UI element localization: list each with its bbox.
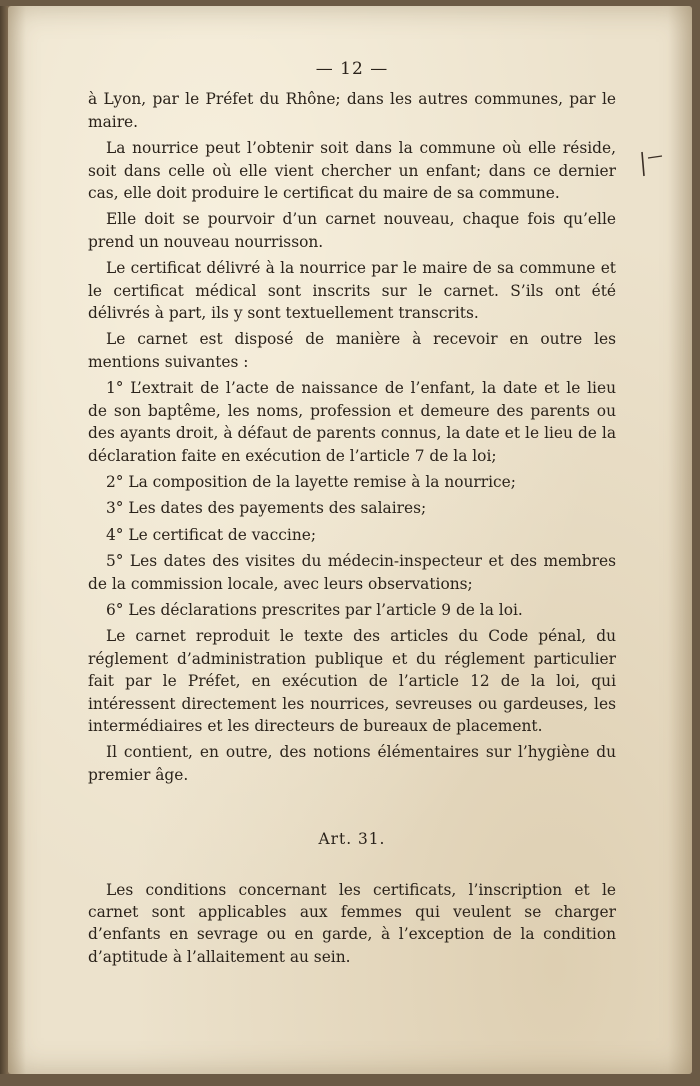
list-item: 4° Le certificat de vaccine; (106, 525, 317, 544)
list-item: 2° La composition de la layette remise à la nourrice; (106, 472, 516, 491)
paragraph: Il contient, en outre, des notions élémentaires sur l’hygiène du premier âge. (88, 743, 616, 784)
article-heading: Art. 31. (318, 830, 386, 849)
page-text (88, 58, 616, 972)
paragraph: Le carnet reproduit le texte des articles du Code pénal, du réglement d’administration publique et du réglement particulier fait par le Préfet, en exécution de l’article 12 de la loi, qui intéressent directement les nourrices, sevreuses ou gardeuses, les intermédiaires et les directeurs de bureaux de placement. (88, 627, 616, 735)
paragraph: Le carnet est disposé de manière à recevoir en outre les mentions suivantes : (88, 330, 616, 371)
pencil-margin-mark (638, 146, 668, 186)
paragraph: La nourrice peut l’obtenir soit dans la commune où elle réside, soit dans celle où elle vient chercher un enfant; dans ce dernier cas, elle doit produire le certificat du maire de sa commune. (88, 139, 616, 203)
paragraph: Elle doit se pourvoir d’un carnet nouveau, chaque fois qu’elle prend un nouveau nourrisson. (88, 210, 616, 251)
paragraph: à Lyon, par le Préfet du Rhône; dans les autres communes, par le maire. (88, 90, 616, 131)
article-paragraph: Les conditions concernant les certificats, l’inscription et le carnet sont applicables aux femmes qui veulent se charger d’enfants en sevrage ou en garde, à l’exception de la condition d’aptitude à l’allaitement au sein. (88, 880, 616, 966)
list-item: 5° Les dates des visites du médecin-inspecteur et des membres de la commission locale, avec leurs observations; (88, 552, 616, 593)
page-number: — 12 — (315, 59, 389, 79)
paragraph: Le certificat délivré à la nourrice par le maire de sa commune et le certificat médical sont inscrits sur le carnet. S’ils ont été délivrés à part, ils y sont textuellement transcrits. (88, 259, 616, 323)
list-item: 6° Les déclarations prescrites par l’article 9 de la loi. (106, 600, 523, 619)
list-item: 3° Les dates des payements des salaires; (106, 499, 427, 518)
list-item: 1° L’extrait de l’acte de naissance de l’enfant, la date et le lieu de son baptême, les noms, profession et demeure des parents ou des ayants droit, à défaut de parents connus, la date et le lieu de la déclaration faite en exécution de l’article 7 de la loi; (88, 379, 616, 465)
